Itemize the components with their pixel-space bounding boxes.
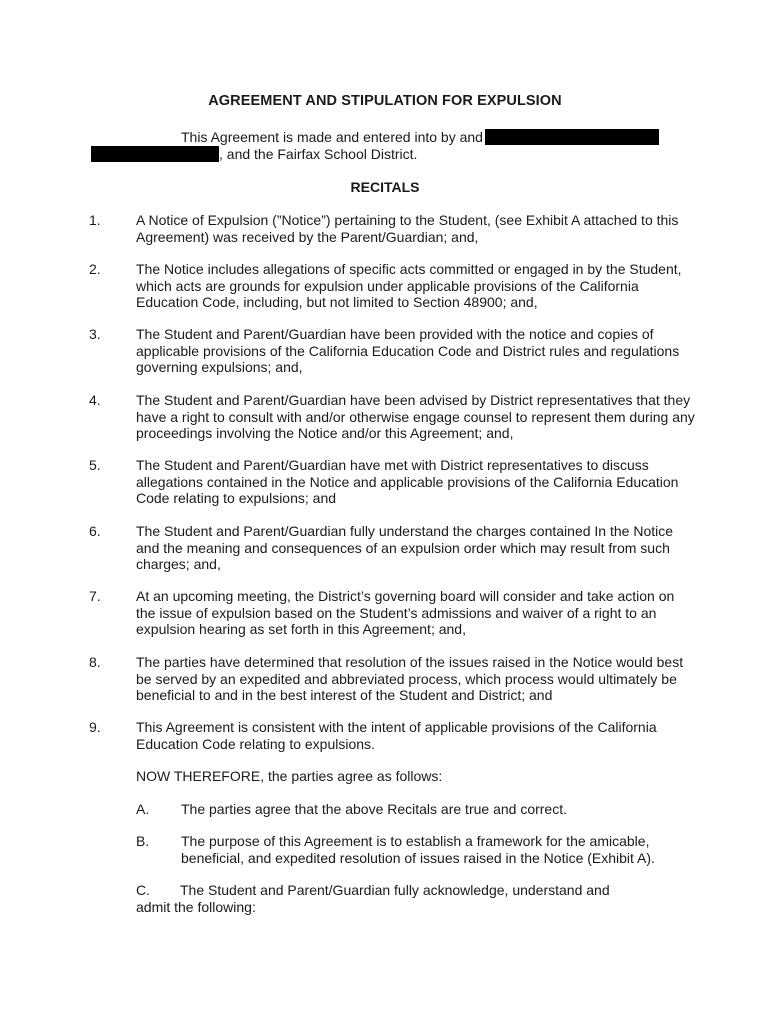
recital-number: 7. — [89, 588, 101, 604]
recital-text: The Student and Parent/Guardian fully understand the charges contained In the Notice and the meaning and consequences of an expulsion order which may result from such charges; and, — [136, 523, 674, 572]
clause-c-line-2: admit the following: — [136, 899, 256, 915]
clause-letter: A. — [136, 801, 150, 817]
recital-number: 5. — [89, 457, 101, 473]
recital-number: 4. — [89, 392, 101, 408]
clause-text: The parties agree that the above Recitals are true and correct. — [181, 801, 567, 817]
clause-c-line-1 — [136, 882, 610, 898]
recital-text: The Student and Parent/Guardian have been provided with the notice and copies of applicable provisions of the California Education Code and District rules and regulations governing expulsions; and, — [136, 326, 680, 375]
recital-number: 1. — [89, 212, 101, 228]
clause-letter: B. — [136, 833, 150, 849]
recital-number: 8. — [89, 654, 101, 670]
clause-letter: C. — [136, 882, 150, 898]
recital-text: The parties have determined that resolution of the issues raised in the Notice would best be served by an expedited and abbreviated process, which process would ultimately be beneficial to and in the best interest of the Student and District; and — [136, 654, 684, 703]
clause-text: The Student and Parent/Guardian fully acknowledge, understand and — [180, 882, 610, 898]
recital-number: 6. — [89, 523, 101, 539]
recital-number: 2. — [89, 261, 101, 277]
recital-number: 3. — [89, 326, 101, 342]
recital-text: The Student and Parent/Guardian have been advised by District representatives that they have a right to consult with and/or otherwise engage counsel to represent them during any proceedings involving the Notice and/or this Agreement; and, — [136, 392, 695, 441]
recital-text: A Notice of Expulsion (”Notice”) pertaining to the Student, (see Exhibit A attached to this Agreement) was received by the Parent/Guardian; and, — [136, 212, 679, 245]
now-therefore-text: NOW THEREFORE, the parties agree as follows: — [136, 768, 443, 784]
redaction-bar — [91, 146, 219, 162]
recital-text: This Agreement is consistent with the intent of applicable provisions of the California Education Code relating to expulsions. — [136, 719, 657, 752]
intro-line-1: This Agreement is made and entered into by and — [181, 129, 483, 145]
document-title: AGREEMENT AND STIPULATION FOR EXPULSION — [208, 93, 562, 109]
recitals-heading: RECITALS — [350, 179, 420, 195]
redaction-bar — [485, 129, 659, 145]
intro-line-2: , and the Fairfax School District. — [219, 146, 418, 162]
clause-text: The purpose of this Agreement is to establish a framework for the amicable, beneficial, and expedited resolution of issues raised in the Notice (Exhibit A). — [181, 833, 655, 866]
recital-number: 9. — [89, 719, 101, 735]
recital-text: The Student and Parent/Guardian have met with District representatives to discuss allegations contained in the Notice and applicable provisions of the California Education Code relating to expulsions; and — [136, 457, 679, 506]
recital-text: At an upcoming meeting, the District’s governing board will consider and take action on the issue of expulsion based on the Student’s admissions and waiver of a right to an expulsion hearing as set forth in this Agreement; and, — [136, 588, 675, 637]
recital-text: The Notice includes allegations of specific acts committed or engaged in by the Student, which acts are grounds for expulsion under applicable provisions of the California Education Code, including, but not limited to Section 48900; and, — [136, 261, 682, 310]
